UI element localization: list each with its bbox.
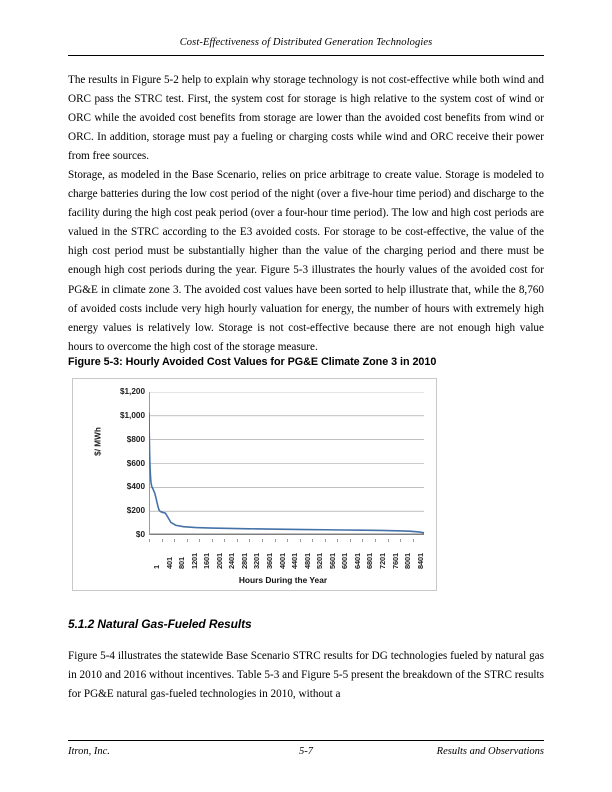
paragraph-2: Storage, as modeled in the Base Scenario, relies on price arbitrage to create value. Storage is modeled to charge batteries during the low cost period of the night (over a five-hour time period) and discharge to the facility during the high cost peak period (over a four-hour time period). The low and high cost periods are valued in the STRC according to the E3 avoided costs. For storage to be cost-effective, the value of the high cost period must be substantially higher than the value of the charging period and there must be enough high cost periods during the year. Figure 5-3 illustrates the hourly values of the avoided cost for PG&E in climate zone 3. The avoided cost values have been sorted to help illustrate that, while the 8,760 of avoided costs include very high hourly valuation for energy, the number of hours with extremely high energy values is relatively low. Storage is not cost-effective because there are not enough high value hours to overcome the high cost of the storage measure.	[68, 169, 544, 353]
chart-x-tick-label: 8401	[415, 552, 425, 569]
chart-x-tick-label: 1	[152, 564, 161, 569]
chart-x-tick-mark	[262, 539, 263, 542]
chart-x-tick-label: 6001	[340, 552, 350, 569]
chart-x-tick-label: 6801	[365, 552, 375, 569]
chart-x-tick-mark	[249, 539, 250, 542]
chart-x-tick-mark	[212, 539, 213, 542]
chart-y-tick-label: $600	[126, 458, 145, 468]
chart-x-tick-label: 7201	[378, 552, 388, 569]
chart-x-tick-label: 2001	[214, 552, 224, 569]
chart-x-tick-label: 7601	[390, 552, 400, 569]
chart-plot-svg	[149, 392, 424, 535]
chart-x-tick-label: 801	[177, 556, 187, 569]
chart-y-tick-labels	[79, 387, 145, 539]
chart-x-tick-label: 4001	[277, 552, 287, 569]
chart-y-tick-label: $800	[126, 434, 145, 444]
chart-x-tick-mark	[312, 539, 313, 542]
chart-y-tick-label: $1,000	[119, 410, 145, 420]
chart-y-tick-label: $200	[126, 506, 145, 516]
chart-x-tick-label: 2401	[227, 552, 237, 569]
chart-x-tick-mark	[337, 539, 338, 542]
header-divider	[68, 55, 544, 56]
footer-divider	[68, 740, 544, 741]
chart-x-tick-label: 4401	[290, 552, 300, 569]
chart-x-tick-mark	[149, 539, 150, 542]
chart-x-tick-mark	[187, 539, 188, 542]
chart-x-tick-mark	[388, 539, 389, 542]
chart-y-tick-label: $400	[126, 482, 145, 492]
paragraph-3: Figure 5-4 illustrates the statewide Base Scenario STRC results for DG technologies fueled by natural gas in 2010 and 2016 without incentives. Table 5-3 and Figure 5-5 present the breakdown of the STRC results for PG&E natural gas-fueled technologies in 2010, without a	[68, 650, 544, 701]
header-title: Cost-Effectiveness of Distributed Generation Technologies	[179, 37, 433, 48]
chart-x-tick-label: 5201	[315, 552, 325, 569]
section-heading: 5.1.2 Natural Gas-Fueled Results	[68, 617, 252, 631]
figure-5-3-chart	[72, 378, 437, 591]
chart-x-tick-mark	[174, 539, 175, 542]
chart-x-tick-label: 5601	[327, 552, 337, 569]
chart-x-tick-mark	[362, 539, 363, 542]
chart-x-axis-title: Hours During the Year	[238, 575, 328, 585]
chart-x-tick-mark	[275, 539, 276, 542]
chart-x-tick-mark	[375, 539, 376, 542]
chart-x-tick-label: 1201	[189, 552, 199, 569]
chart-x-tick-mark	[224, 539, 225, 542]
chart-x-tick-mark	[199, 539, 200, 542]
chart-x-tick-label: 1601	[202, 552, 212, 569]
running-header	[68, 36, 544, 50]
paragraph-1: The results in Figure 5-2 help to explain why storage technology is not cost-effective while both wind and ORC pass the STRC test. First, the system cost for storage is high relative to the system cost of wind or ORC while the avoided cost benefits from storage are lower than the avoided cost benefits from wind or ORC. In addition, storage must pay a fueling or charging costs while wind and ORC receive their power from free sources.	[68, 74, 544, 163]
chart-x-tick-label: 3201	[252, 552, 262, 569]
chart-x-tick-mark	[325, 539, 326, 542]
chart-x-tick-label: 8001	[403, 552, 413, 569]
chart-x-tick-mark	[400, 539, 401, 542]
chart-x-tick-mark	[237, 539, 238, 542]
chart-series-line	[149, 413, 424, 532]
chart-y-axis-title: $/ MWh	[93, 427, 103, 456]
chart-gridlines	[149, 392, 424, 535]
page-footer	[68, 745, 544, 759]
chart-x-tick-mark	[413, 539, 414, 542]
chart-x-tick-label: 4801	[302, 552, 312, 569]
chart-x-tick-label: 2801	[239, 552, 249, 569]
chart-y-tick-label: $0	[135, 530, 145, 539]
chart-x-tick-label: 401	[164, 556, 174, 569]
chart-x-tick-label: 3601	[265, 552, 275, 569]
footer-right-text: Results and Observations	[436, 746, 544, 757]
chart-x-tick-mark	[162, 539, 163, 542]
chart-x-tick-label: 6401	[352, 552, 362, 569]
chart-plot-area	[149, 392, 424, 535]
footer-left-text: Itron, Inc.	[68, 746, 110, 757]
chart-series-group	[149, 413, 424, 532]
chart-x-tick-mark	[300, 539, 301, 542]
chart-y-tick-label: $1,200	[119, 387, 145, 396]
footer-page-number: 5-7	[299, 746, 313, 757]
chart-x-tick-labels	[149, 539, 424, 573]
chart-x-tick-mark	[350, 539, 351, 542]
chart-x-tick-mark	[287, 539, 288, 542]
figure-caption: Figure 5-3: Hourly Avoided Cost Values for PG&E Climate Zone 3 in 2010	[68, 356, 437, 368]
